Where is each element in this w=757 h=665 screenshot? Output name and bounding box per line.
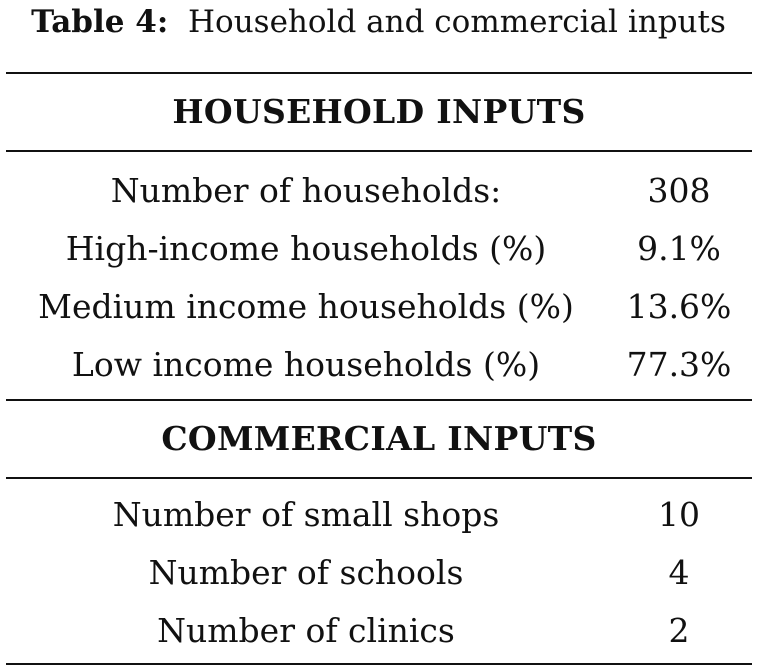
row-label: High-income households (%) — [65, 228, 547, 268]
table-caption — [0, 4, 757, 40]
caption-label: Table 4: — [31, 4, 169, 40]
row-value: 77.3% — [626, 344, 732, 384]
table-row — [6, 601, 752, 659]
row-label: Low income households (%) — [71, 344, 541, 384]
row-value: 13.6% — [626, 286, 732, 326]
row-label: Number of households: — [110, 170, 502, 210]
table-row — [6, 543, 752, 601]
household-heading: HOUSEHOLD INPUTS — [172, 92, 586, 131]
row-value: 308 — [647, 170, 711, 210]
table-row — [6, 277, 752, 335]
commercial-rows — [6, 479, 752, 663]
row-value: 4 — [668, 552, 690, 592]
inputs-table — [6, 72, 752, 665]
row-value: 9.1% — [637, 228, 721, 268]
table-row — [6, 335, 752, 393]
table-row — [6, 219, 752, 277]
row-label: Number of clinics — [157, 610, 455, 650]
row-label: Medium income households (%) — [38, 286, 574, 326]
row-value: 10 — [658, 494, 700, 534]
row-label: Number of small shops — [112, 494, 500, 534]
table-row — [6, 485, 752, 543]
household-rows — [6, 152, 752, 399]
table-row — [6, 161, 752, 219]
row-label: Number of schools — [148, 552, 464, 592]
caption-title: Household and commercial inputs — [188, 4, 726, 40]
commercial-heading: COMMERCIAL INPUTS — [161, 419, 597, 458]
row-value: 2 — [668, 610, 690, 650]
